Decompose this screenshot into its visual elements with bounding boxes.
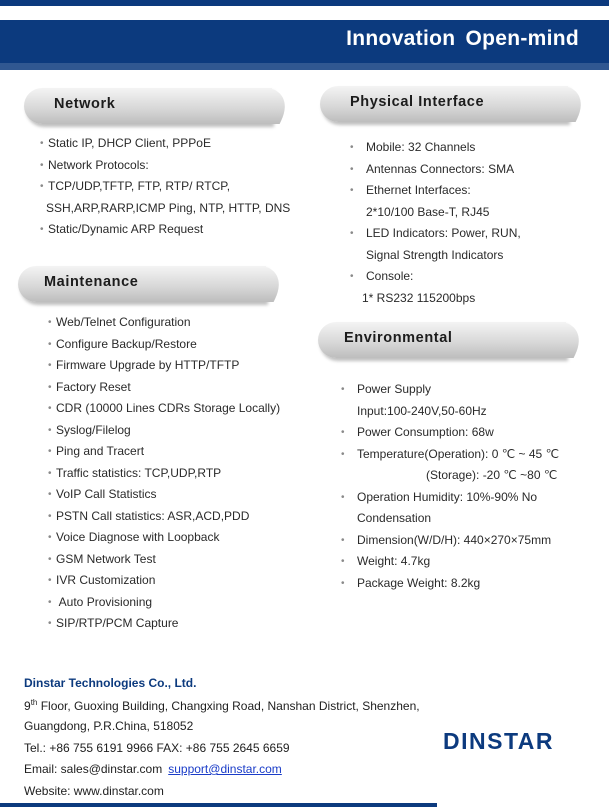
list-item: • Firmware Upgrade by HTTP/TFTP: [48, 358, 240, 372]
list-item: • Temperature(Operation): 0 ℃ ~ 45 ℃: [341, 446, 560, 461]
list-item: • TCP/UDP,TFTP, FTP, RTP/ RTCP,: [40, 179, 231, 193]
maintenance-section-title: Maintenance: [44, 274, 139, 290]
address-line-1: 9th Floor, Guoxing Building, Changxing Road, Nanshan District, Shenzhen,: [24, 698, 420, 713]
network-section-title: Network: [54, 96, 116, 112]
maintenance-section-tab: [18, 266, 266, 302]
list-item: • Auto Provisioning: [48, 594, 153, 609]
list-item: • LED Indicators: Power, RUN,: [350, 226, 521, 240]
website-line: Website: www.dinstar.com: [24, 784, 164, 798]
list-item: • Voice Diagnose with Loopback: [48, 530, 220, 544]
list-item: • Console:: [350, 269, 414, 283]
physical-interface-section-title: Physical Interface: [350, 94, 485, 110]
list-item: • GSM Network Test: [48, 551, 156, 566]
list-item: • Weight: 4.7kg: [341, 554, 431, 568]
physical-interface-section-tab: [320, 86, 568, 122]
environmental-section-title: Environmental: [344, 330, 453, 346]
list-item: • Web/Telnet Configuration: [48, 315, 191, 329]
list-item: • SIP/RTP/PCM Capture: [48, 616, 179, 630]
list-item: • VoIP Call Statistics: [48, 487, 157, 501]
environmental-section-tab: [318, 322, 566, 358]
list-item: Signal Strength Indicators: [366, 247, 504, 262]
bottom-rule: [0, 803, 437, 807]
email-line: Email: sales@dinstar.com support@dinstar.com: [24, 762, 282, 776]
list-item: • Ethernet Interfaces:: [350, 183, 471, 197]
list-item: • Operation Humidity: 10%-90% No: [341, 489, 538, 504]
list-item: • IVR Customization: [48, 573, 156, 587]
list-item: SSH,ARP,RARP,ICMP Ping, NTP, HTTP, DNS: [46, 200, 291, 215]
list-item: • Syslog/Filelog: [48, 422, 131, 437]
list-item: • Factory Reset: [48, 379, 131, 394]
support-email-link[interactable]: support@dinstar.com: [168, 762, 282, 776]
environmental-list: [341, 379, 560, 594]
network-list: [40, 133, 291, 241]
list-item: • Configure Backup/Restore: [48, 336, 197, 351]
top-rule: [0, 0, 609, 6]
list-item: 1* RS232 115200bps: [362, 290, 476, 305]
list-item: • Traffic statistics: TCP,UDP,RTP: [48, 465, 222, 480]
dinstar-logo: DINSTAR: [443, 728, 555, 754]
list-item: • Static/Dynamic ARP Request: [40, 222, 204, 236]
list-item: • Package Weight: 8.2kg: [341, 575, 481, 590]
banner-shadow: [0, 63, 609, 70]
list-item: • Mobile: 32 Channels: [350, 140, 476, 154]
list-item: (Storage): -20 ℃ ~80 ℃: [426, 468, 558, 482]
list-item: • Static IP, DHCP Client, PPPoE: [40, 136, 211, 150]
list-item: Input:100-240V,50-60Hz: [357, 403, 487, 418]
header-banner: [0, 20, 609, 63]
maintenance-list: [48, 312, 281, 635]
company-name: Dinstar Technologies Co., Ltd.: [24, 676, 197, 690]
network-section-tab: [24, 88, 272, 124]
list-item: • Power Consumption: 68w: [341, 425, 494, 439]
list-item: • Dimension(W/D/H): 440×270×75mm: [341, 532, 552, 547]
banner-title: Innovation Open-mind: [346, 27, 579, 50]
list-item: • Ping and Tracert: [48, 444, 145, 458]
list-item: • Network Protocols:: [40, 157, 149, 172]
list-item: Condensation: [357, 511, 432, 525]
list-item: • Antennas Connectors: SMA: [350, 161, 515, 176]
list-item: • CDR (10000 Lines CDRs Storage Locally): [48, 401, 281, 415]
list-item: • Power Supply: [341, 382, 432, 396]
list-item: 2*10/100 Base-T, RJ45: [366, 204, 490, 219]
phone-fax: Tel.: +86 755 6191 9966 FAX: +86 755 2645 6659: [24, 741, 290, 755]
address-line-2: Guangdong, P.R.China, 518052: [24, 719, 194, 733]
physical-interface-list: [350, 137, 521, 309]
list-item: • PSTN Call statistics: ASR,ACD,PDD: [48, 508, 250, 523]
